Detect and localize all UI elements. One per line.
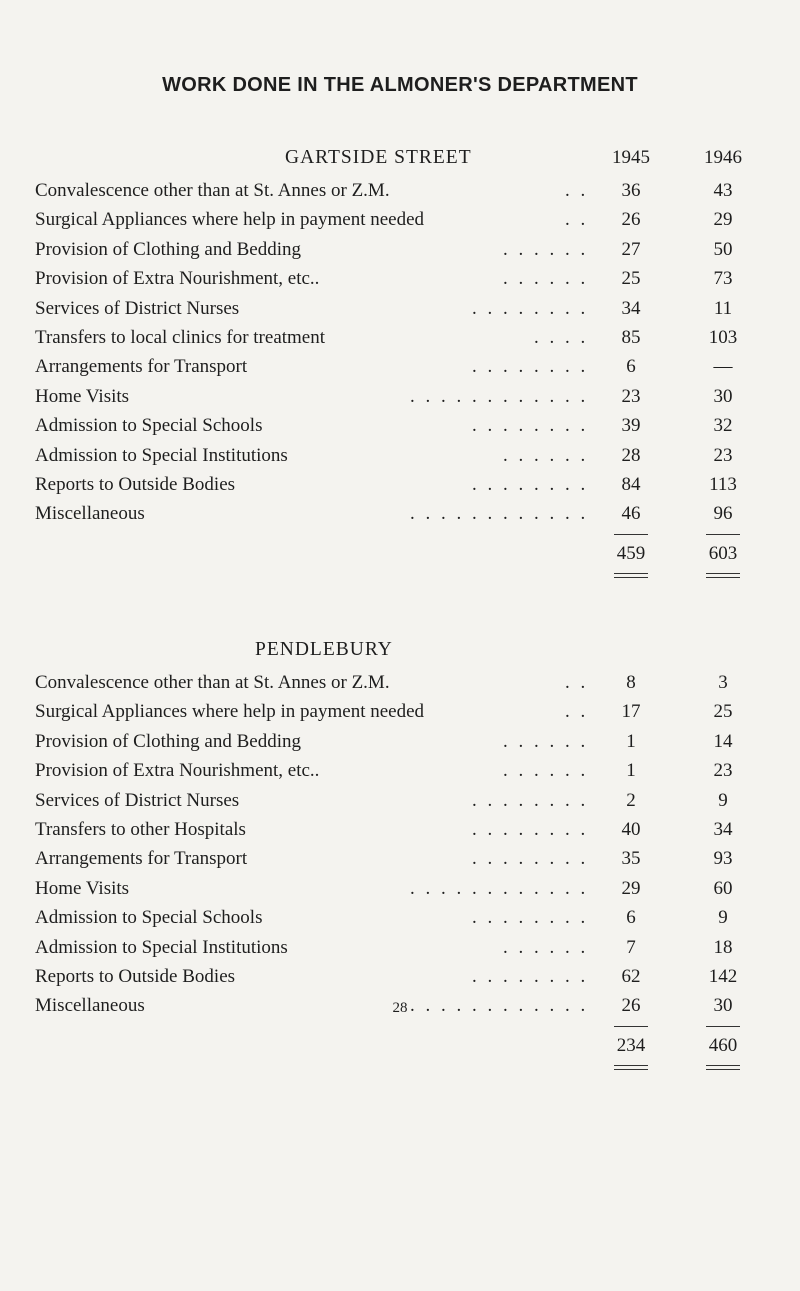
row-label: Arrangements for Transport [35, 848, 248, 870]
value-1946: 14 [713, 730, 733, 752]
dot-leader: . . . . . . . . [472, 789, 589, 811]
section-name: PENDLEBURY [255, 639, 393, 660]
dot-leader: . . . . . . [503, 444, 589, 466]
table-row [0, 206, 800, 235]
table-row [0, 816, 800, 845]
value-1945: 40 [621, 818, 641, 840]
dot-leader: . . . . . . [503, 238, 589, 260]
dot-leader: . . . . . . [503, 268, 589, 290]
value-1946: 50 [713, 238, 733, 260]
double-rule [706, 1065, 740, 1070]
row-label: Admission to Special Institutions [35, 444, 288, 466]
table-row [0, 934, 800, 963]
table-row [0, 324, 800, 353]
value-1945: 27 [621, 238, 641, 260]
row-label: Home Visits [35, 385, 130, 407]
table-row [0, 442, 800, 471]
value-1945: 26 [621, 209, 641, 231]
value-1946: 32 [713, 415, 733, 437]
value-1946: 30 [713, 385, 733, 407]
table-row [0, 471, 800, 500]
value-1946: 3 [718, 672, 728, 693]
value-1945: 1 [626, 760, 636, 782]
double-rule [614, 573, 648, 578]
dot-leader: . . . . . . . . [472, 473, 589, 495]
value-1946: 96 [713, 503, 733, 525]
row-label: Miscellaneous [35, 503, 145, 525]
total-1945: 459 [616, 542, 646, 564]
value-1946: 93 [713, 848, 733, 870]
value-1945: 84 [621, 473, 641, 495]
value-1946: 23 [713, 760, 733, 782]
value-1945: 23 [621, 385, 641, 407]
row-label: Surgical Appliances where help in payment needed [35, 209, 425, 231]
row-label: Arrangements for Transport [35, 356, 248, 378]
section-header [0, 145, 800, 175]
table-row [0, 500, 800, 529]
sum-rule [614, 1026, 648, 1027]
dot-leader: . . . . . . . . [472, 818, 589, 840]
value-1945: 1 [626, 730, 636, 752]
total-row [0, 530, 800, 590]
total-1946: 603 [708, 542, 738, 564]
value-1945: 46 [621, 503, 641, 525]
value-1945: 2 [626, 789, 636, 811]
value-1945: 62 [621, 965, 641, 987]
table-row [0, 845, 800, 874]
row-label: Admission to Special Schools [35, 415, 263, 437]
table-row [0, 787, 800, 816]
section-gartside-street [0, 145, 800, 590]
row-label: Transfers to local clinics for treatment [35, 326, 326, 348]
row-label: Provision of Extra Nourishment, etc.. [35, 268, 320, 290]
dot-leader: . . . . . . . . [472, 965, 589, 987]
value-1946: 103 [708, 326, 738, 348]
table-row [0, 757, 800, 786]
dot-leader: . . . . . . . . [472, 848, 589, 870]
table-row [0, 728, 800, 757]
year-header-1945: 1945 [612, 147, 650, 168]
value-1946: 30 [713, 995, 733, 1017]
row-label: Miscellaneous [35, 995, 145, 1017]
row-label: Admission to Special Schools [35, 907, 263, 929]
total-1945: 234 [616, 1034, 646, 1056]
table-row [0, 875, 800, 904]
value-1946: 25 [713, 701, 733, 723]
value-1946: 18 [713, 936, 733, 958]
dot-leader: . . . . . . [503, 730, 589, 752]
sum-rule [706, 534, 740, 535]
table-row [0, 177, 800, 206]
table-row [0, 265, 800, 294]
dot-leader: . . . . . . . . . . . . [410, 877, 589, 899]
dot-leader: . . . . [534, 326, 589, 348]
value-1945: 8 [626, 672, 636, 693]
dot-leader: . . . . . . . . [472, 297, 589, 319]
section-rows [0, 669, 800, 1022]
row-label: Services of District Nurses [35, 789, 240, 811]
value-1945: 34 [621, 297, 641, 319]
value-1946: 23 [713, 444, 733, 466]
row-label: Convalescence other than at St. Annes or Z.M. [35, 180, 390, 201]
table-row [0, 353, 800, 382]
table-row [0, 669, 800, 698]
row-label: Services of District Nurses [35, 297, 240, 319]
dot-leader: . . [565, 180, 589, 201]
row-label: Provision of Clothing and Bedding [35, 238, 301, 260]
row-label: Reports to Outside Bodies [35, 473, 236, 495]
row-label: Provision of Clothing and Bedding [35, 730, 301, 752]
double-rule [614, 1065, 648, 1070]
value-1946: 29 [713, 209, 733, 231]
page-number: 28 [392, 1000, 408, 1016]
row-label: Home Visits [35, 877, 130, 899]
section-header [0, 637, 800, 667]
page-title: WORK DONE IN THE ALMONER'S DEPARTMENT [162, 74, 638, 96]
value-1946: 113 [709, 473, 737, 495]
double-rule [706, 573, 740, 578]
value-1946: 9 [718, 907, 728, 929]
value-1946: 142 [708, 965, 738, 987]
table-row [0, 236, 800, 265]
table-row [0, 383, 800, 412]
dot-leader: . . [565, 209, 589, 231]
value-1945: 29 [621, 877, 641, 899]
row-label: Transfers to other Hospitals [35, 818, 246, 840]
row-label: Provision of Extra Nourishment, etc.. [35, 760, 320, 782]
total-1946: 460 [708, 1034, 738, 1056]
table-row [0, 295, 800, 324]
dot-leader: . . . . . . [503, 936, 589, 958]
row-label: Admission to Special Institutions [35, 936, 288, 958]
table-row [0, 698, 800, 727]
year-header-1946: 1946 [704, 147, 742, 168]
value-1946: 11 [713, 297, 733, 319]
value-1946: — [713, 356, 733, 378]
dot-leader: . . . . . . . . . . . . [410, 503, 589, 525]
dot-leader: . . . . . . . . [472, 356, 589, 378]
dot-leader: . . . . . . [503, 760, 589, 782]
row-label: Reports to Outside Bodies [35, 965, 236, 987]
table-row [0, 904, 800, 933]
section-rows [0, 177, 800, 530]
value-1946: 60 [713, 877, 733, 899]
dot-leader: . . . . . . . . . . . . [410, 995, 589, 1017]
value-1945: 85 [621, 326, 641, 348]
value-1945: 36 [621, 180, 641, 201]
value-1945: 17 [621, 701, 641, 723]
value-1945: 35 [621, 848, 641, 870]
row-label: Surgical Appliances where help in payment needed [35, 701, 425, 723]
dot-leader: . . . . . . . . [472, 415, 589, 437]
table-row [0, 963, 800, 992]
value-1945: 6 [626, 907, 636, 929]
value-1946: 9 [718, 789, 728, 811]
value-1945: 25 [621, 268, 641, 290]
value-1945: 39 [621, 415, 641, 437]
section-name: GARTSIDE STREET [285, 147, 472, 168]
value-1946: 43 [713, 180, 733, 201]
value-1945: 28 [621, 444, 641, 466]
value-1945: 7 [626, 936, 636, 958]
row-label: Convalescence other than at St. Annes or Z.M. [35, 672, 390, 693]
dot-leader: . . [565, 701, 589, 723]
value-1946: 34 [713, 818, 733, 840]
table-row [0, 412, 800, 441]
value-1945: 6 [626, 356, 636, 378]
sum-rule [706, 1026, 740, 1027]
total-row [0, 1022, 800, 1082]
sum-rule [614, 534, 648, 535]
dot-leader: . . . . . . . . . . . . [410, 385, 589, 407]
value-1945: 26 [621, 995, 641, 1017]
value-1946: 73 [713, 268, 733, 290]
dot-leader: . . . . . . . . [472, 907, 589, 929]
dot-leader: . . [565, 672, 589, 693]
